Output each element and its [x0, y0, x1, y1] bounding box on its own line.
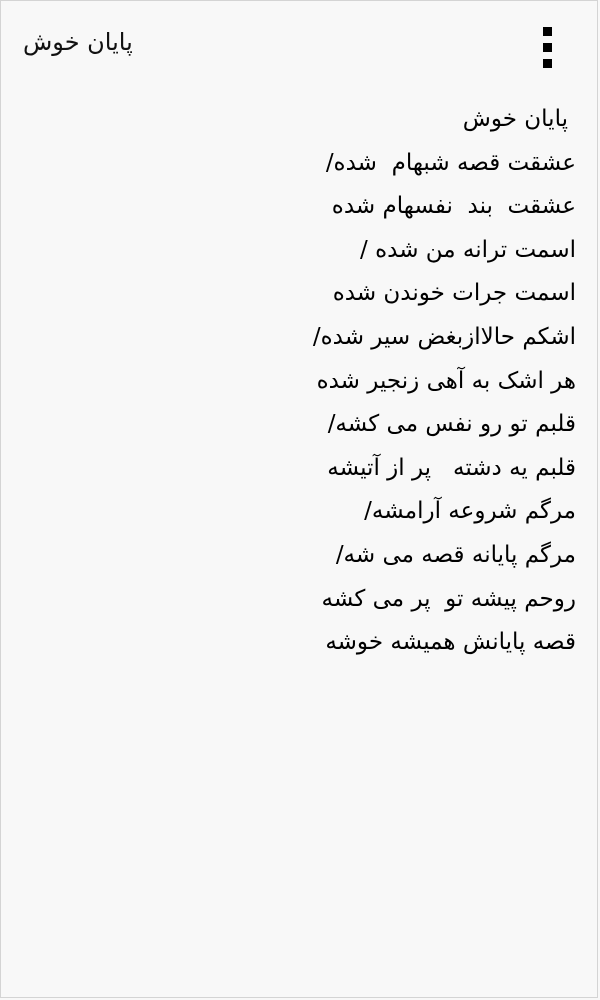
menu-dot	[543, 59, 552, 68]
menu-dot	[543, 43, 552, 52]
poem-line: اسمت جرات خوندن شده	[332, 280, 576, 307]
poem-line: اشکم حالاازبغض سیر شده/	[312, 323, 576, 350]
poem-content	[36, 98, 576, 665]
poem-line: قلبم یه دشته پر از آتیشه	[327, 454, 576, 481]
poem-title: پایان خوش	[462, 106, 568, 132]
poem-line: اسمت ترانه من شده /	[360, 236, 576, 263]
poem-line: روحم پیشه تو پر می کشه	[321, 585, 576, 612]
poem-line: مرگم پایانه قصه می شه/	[335, 541, 576, 568]
poem-line: عشقت بند نفسهام شده	[331, 193, 576, 220]
poem-line: عشقت قصه شبهام شده/	[325, 149, 576, 176]
menu-dot	[543, 27, 552, 36]
poem-line: قصه پایانش همیشه خوشه	[325, 629, 576, 656]
more-vert-icon[interactable]	[533, 21, 563, 73]
poem-line: مرگم شروعه آرامشه/	[364, 498, 576, 525]
poem-line: هر اشک به آهی زنجیر شده	[316, 367, 576, 394]
app-title: پایان خوش	[23, 28, 133, 56]
poem-line: قلبم تو رو نفس می کشه/	[327, 411, 576, 438]
app-bar	[1, 1, 597, 89]
